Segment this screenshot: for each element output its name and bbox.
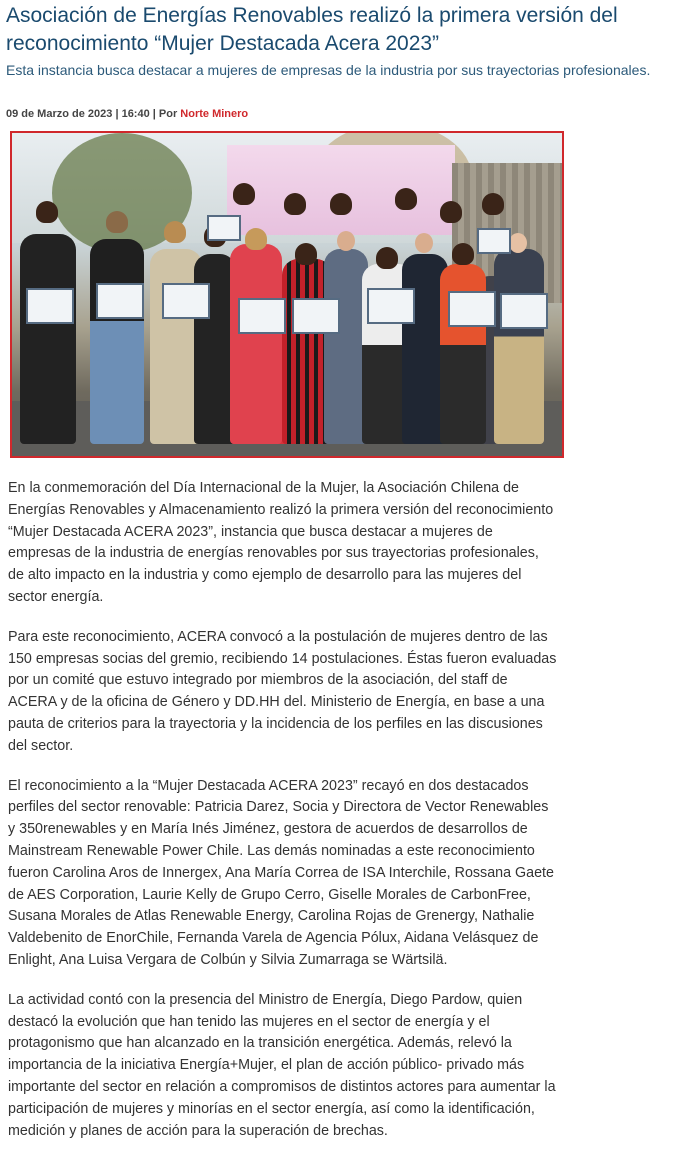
photo-person-head — [330, 193, 352, 215]
photo-person-head — [482, 193, 504, 215]
photo-person-head — [376, 247, 398, 269]
photo-person — [230, 244, 282, 444]
photo-person-head — [36, 201, 58, 223]
article-paragraph: El reconocimiento a la “Mujer Destacada ACERA 2023” recayó en dos destacados perfiles del sector renovable: Patricia Darez, Socia y Directora de Vector Renewables y 350renewables y en María Inés Jiménez, gestora de acuerdos de desarrollos de Mainstream Renewable Power Chile. Las demás nominadas a este reconocimiento fueron Carolina Aros de Innergex, Ana María Correa de ISA Interchile, Rossana Gaete de AES Corporation, Laurie Kelly de Grupo Cerro, Giselle Morales de CarbonFree, Susana Morales de Atlas Renewable Energy, Carolina Rojas de Grenergy, Nathalie Valdebenito de EnorChile, Fernanda Varela de Agencia Pólux, Aidana Velásquez de Enlight, Ana Luisa Vergara de Colbún y Silvia Zumarraga se Wärtsilä. — [8, 777, 554, 968]
article — [0, 2, 694, 1142]
photo-person-head — [452, 243, 474, 265]
photo-person-head — [233, 183, 255, 205]
article-body — [8, 478, 558, 1142]
photo-banner — [227, 145, 455, 235]
photo-person-head — [415, 233, 433, 253]
photo-person-head — [509, 233, 527, 253]
photo-certificate — [238, 298, 286, 334]
author-link[interactable]: Norte Minero — [180, 108, 249, 120]
photo-person-head — [395, 188, 417, 210]
photo-certificate — [448, 291, 496, 327]
photo-certificate — [162, 283, 210, 319]
photo-person-head — [337, 231, 355, 251]
photo-person-head — [245, 228, 267, 250]
article-meta — [6, 108, 690, 120]
photo-person-head — [295, 243, 317, 265]
photo-person-head — [164, 221, 186, 243]
photo-certificate — [292, 298, 340, 334]
article-date: 09 de Marzo de 2023 | 16:40 | Por — [6, 108, 181, 120]
photo-certificate — [26, 288, 74, 324]
article-photo — [10, 131, 564, 458]
photo-certificate — [477, 228, 511, 254]
photo-certificate — [207, 215, 241, 241]
photo-person — [494, 249, 544, 444]
article-title: Asociación de Energías Renovables realizó la primera versión del reconocimiento “Mujer Destacada Acera 2023” — [6, 4, 618, 55]
photo-person-head — [440, 201, 462, 223]
photo-person — [20, 234, 76, 444]
photo-person-head — [284, 193, 306, 215]
article-paragraph: En la conmemoración del Día Internacional de la Mujer, la Asociación Chilena de Energías Renovables y Almacenamiento realizó la primera versión del reconocimiento “Mujer Destacada ACERA 2023”, instancia que busca destacar a mujeres de empresas de la industria de energías renovables por sus trayectorias profesionales, de alto impacto en la industria y como ejemplo de desarrollo para las mujeres del sector energía. — [8, 480, 554, 605]
photo-person — [90, 239, 144, 444]
photo-certificate — [367, 288, 415, 324]
article-paragraph: Para este reconocimiento, ACERA convocó a la postulación de mujeres dentro de las 150 empresas socias del gremio, recibiendo 14 postulaciones. Éstas fueron evaluadas por un comité que estuvo integrado por miembros de la asociación, del staff de ACERA y de la oficina de Género y DD.HH del. Ministerio de Energía, en base a una pauta de criterios para la trayectoria y la incidencia de los perfiles en las discusiones del sector. — [8, 628, 557, 754]
article-subtitle: Esta instancia busca destacar a mujeres de empresas de la industria por sus trayectorias profesionales. — [6, 62, 651, 78]
article-paragraph: La actividad contó con la presencia del Ministro de Energía, Diego Pardow, quien destacó la evolución que han tenido las mujeres en el sector de energía y el protagonismo que han alcanzado en la transición energética. Además, relevó la importancia de la iniciativa Energía+Mujer, el plan de acción público- privado más importante del sector en relación a compromisos de distintos actores para aumentar la participación de mujeres y minorías en el sector energía, así como la identificación, medición y planes de acción para la superación de brechas. — [8, 991, 556, 1139]
photo-certificate — [500, 293, 548, 329]
photo-person-head — [106, 211, 128, 233]
photo-certificate — [96, 283, 144, 319]
